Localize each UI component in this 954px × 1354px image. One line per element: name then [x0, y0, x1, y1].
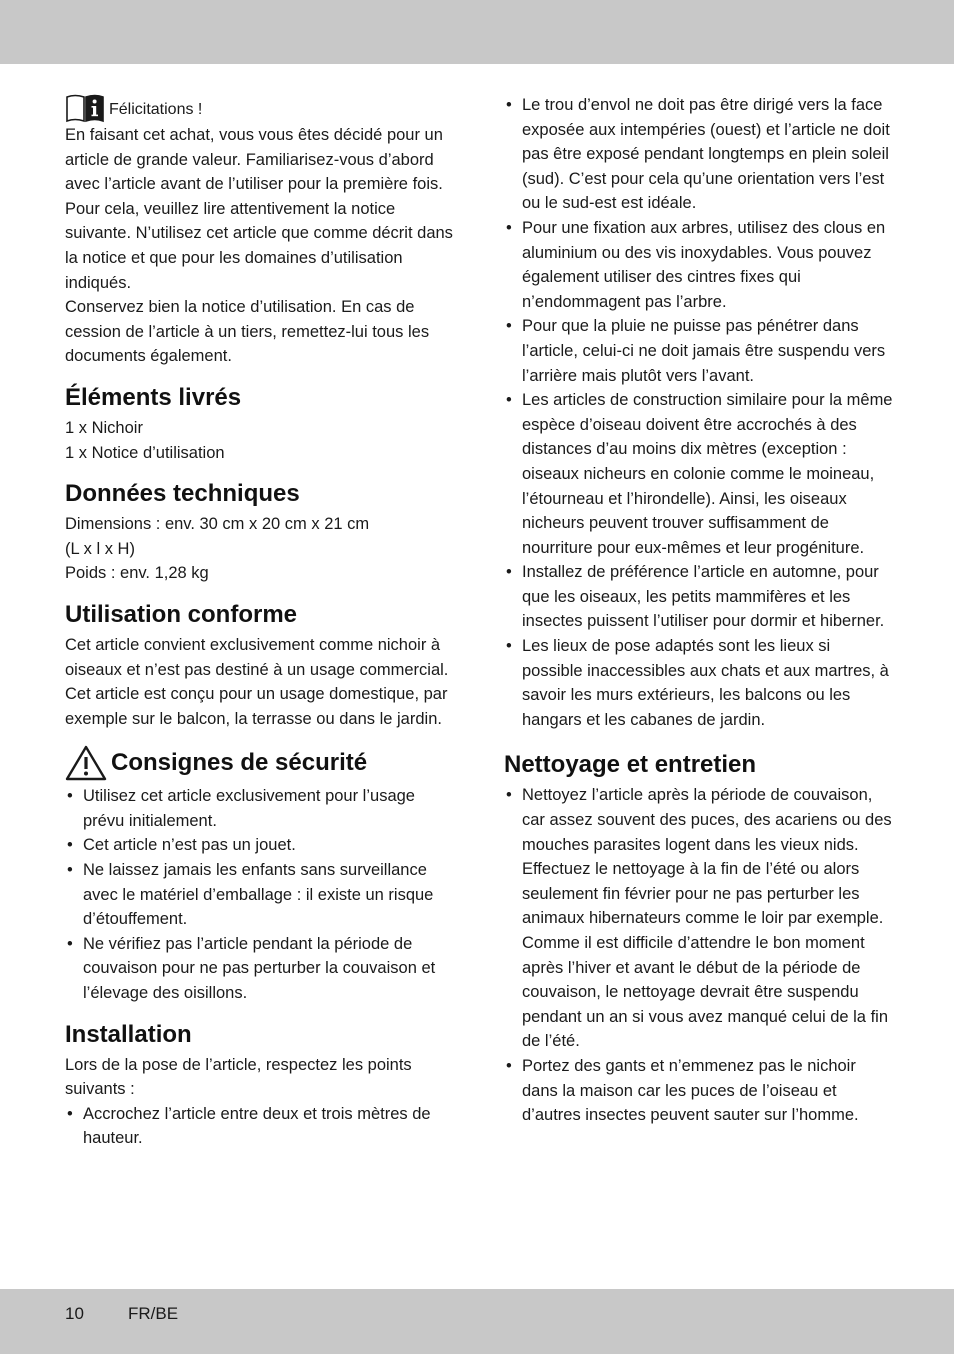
- installation-item: • Accrochez l’article entre deux et trois mètres de hauteur.: [65, 1102, 455, 1151]
- page-number: 10: [65, 1304, 84, 1323]
- installation-item: • Pour une fixation aux arbres, utilisez des clous en aluminium ou des vis inoxydables. Vous pouvez également utiliser des cintres fixes qui n’endommagent pas l’arbre.: [504, 216, 894, 314]
- installation-item: • Le trou d’envol ne doit pas être dirigé vers la face exposée aux intempéries (ouest) et l’article ne doit pas être exposé pendant longtemps en plein soleil (sud). C’est pour cela qu’une orientation vers l’est ou le sud-est est idéale.: [504, 93, 894, 216]
- cleaning-item: • Portez des gants et n’emmenez pas le nichoir dans la maison car les puces de l’oiseau et d’autres insectes peuvent sauter sur l’homme.: [504, 1054, 894, 1128]
- safety-item: • Cet article n’est pas un jouet.: [65, 833, 455, 858]
- cleaning-item: • Nettoyez l’article après la période de couvaison, car assez souvent des puces, des acariens ou des mouches parasites logent dans les vieux nids. Effectuez le nettoyage à la fin de l’été ou alors seulement fin février pour ne pas perturber les animaux hibernateurs comme le loir par exemple. Comme il est difficile d’attendre le bon moment après l’hiver et avant le début de la période de couvaison, le nettoyage devrait être suspendu pendant un an si vous avez manqué celui de la fin de l’été.: [504, 783, 894, 1054]
- safety-item: • Ne laissez jamais les enfants sans surveillance avec le matériel d’emballage : il existe un risque d’étouffement.: [65, 858, 455, 932]
- intro-paragraph-1: En faisant cet achat, vous vous êtes décidé pour un article de grande valeur. Familiarisez-vous d’abord avec l’article avant de l’utiliser pour la première fois. Pour cela, veuillez lire attentivement la notice suivante. N’utilisez cet article que comme décrit dans la notice et que pour les domaines d’utilisation indiqués.: [65, 126, 453, 292]
- left-column: [65, 93, 455, 1151]
- right-column: [504, 93, 894, 1128]
- locale-label: FR/BE: [128, 1304, 179, 1323]
- header-band: [0, 0, 954, 64]
- installation-item: • Les articles de construction similaire pour la même espèce d’oiseau doivent être accrochés à des distances d’au moins dix mètres (exception : oiseaux nicheurs en colonie comme le moineau, l’étourneau et l’hirondelle). Ainsi, les oiseaux nicheurs peuvent trouver suffisamment de nourriture pour eux-mêmes et leur progéniture.: [504, 388, 894, 560]
- intended-use-text: Cet article convient exclusivement comme nichoir à oiseaux et n’est pas destiné à un usage commercial. Cet article est conçu pour un usage domestique, par exemple sur le balcon, la terrasse ou dans le jardin.: [65, 635, 449, 728]
- delivered-title: Éléments livrés: [65, 383, 242, 411]
- technical-title: Données techniques: [65, 480, 300, 508]
- technical-weight: Poids : env. 1,28 kg: [65, 564, 209, 583]
- installation-list-right: [504, 93, 894, 732]
- safety-heading-row: [65, 745, 455, 781]
- technical-dimensions-unit: (L x l x H): [65, 539, 135, 558]
- installation-title: Installation: [65, 1020, 192, 1048]
- safety-item: • Utilisez cet article exclusivement pour l’usage prévu initialement.: [65, 784, 455, 833]
- safety-list: [65, 784, 455, 1005]
- cleaning-title: Nettoyage et entretien: [504, 751, 757, 779]
- installation-item: • Installez de préférence l’article en automne, pour que les oiseaux, les petits mammifères et les insectes puissent l’utiliser pour dormir et hiberner.: [504, 560, 894, 634]
- intro-heading: Félicitations !: [109, 101, 203, 119]
- safety-title: Consignes de sécurité: [111, 749, 368, 777]
- delivered-item: 1 x Notice d’utilisation: [65, 443, 225, 462]
- intended-use-title: Utilisation conforme: [65, 600, 298, 628]
- installation-intro: Lors de la pose de l’article, respectez les points suivants :: [65, 1055, 412, 1099]
- warning-triangle-icon: [65, 745, 107, 781]
- technical-dimensions: Dimensions : env. 30 cm x 20 cm x 21 cm: [65, 515, 370, 534]
- installation-item: • Pour que la pluie ne puisse pas pénétrer dans l’article, celui-ci ne doit jamais être suspendu vers l’arrière mais plutôt vers l’avant.: [504, 314, 894, 388]
- info-book-icon: [65, 93, 105, 123]
- cleaning-list: [504, 783, 894, 1127]
- installation-list-left: [65, 1102, 455, 1151]
- delivered-item: 1 x Nichoir: [65, 418, 143, 437]
- intro-paragraph-2: Conservez bien la notice d’utilisation. En cas de cession de l’article à un tiers, remettez-lui tous les documents également.: [65, 298, 430, 366]
- intro-heading-row: [65, 93, 455, 123]
- installation-item: • Les lieux de pose adaptés sont les lieux si possible inaccessibles aux chats et aux martres, à savoir les murs extérieurs, les balcons ou les hangars et les cabanes de jardin.: [504, 634, 894, 732]
- safety-item: • Ne vérifiez pas l’article pendant la période de couvaison pour ne pas perturber la couvaison et l’élevage des oisillons.: [65, 932, 455, 1006]
